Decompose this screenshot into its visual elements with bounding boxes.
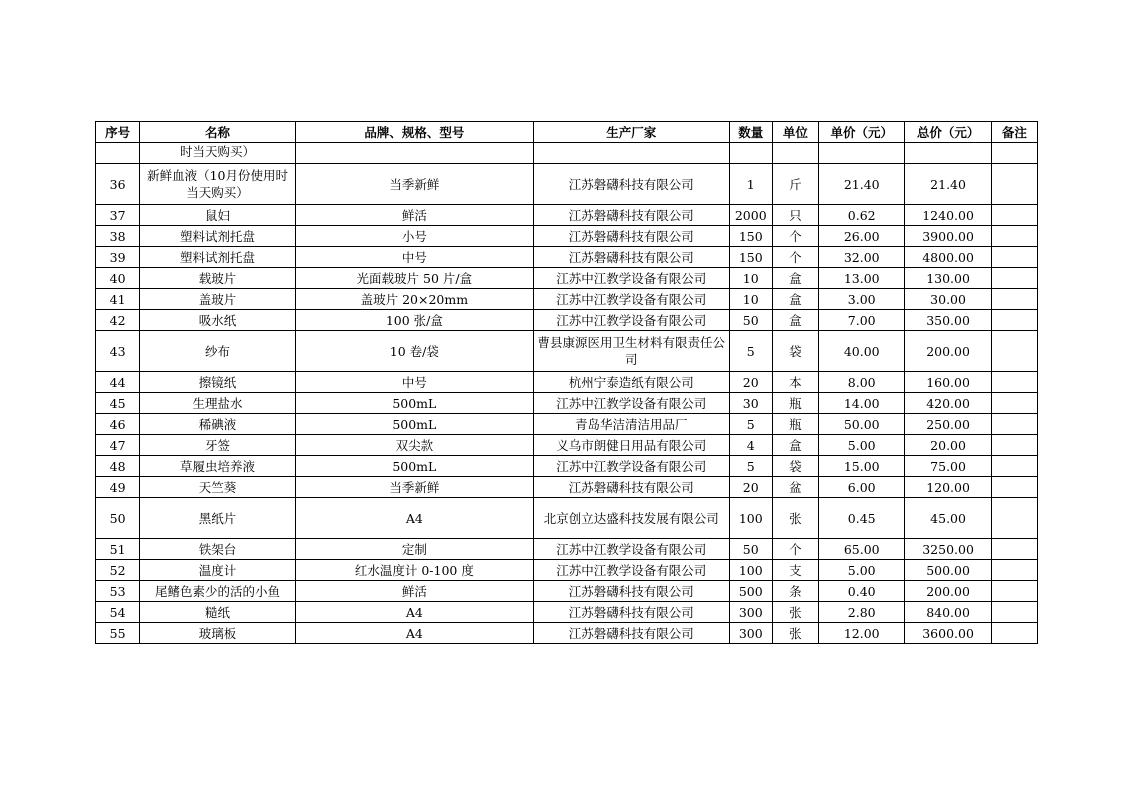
cell-total: 20.00 [905,435,991,456]
cell-total: 840.00 [905,602,991,623]
cell-maker: 曹县康源医用卫生材料有限责任公司 [533,331,729,372]
cell-maker: 江苏磐礴科技有限公司 [533,602,729,623]
cell-qty: 10 [729,289,772,310]
cell-name: 盖玻片 [140,289,296,310]
cell-unit: 个 [772,226,818,247]
cell-price: 26.00 [819,226,905,247]
cell-note [991,477,1037,498]
table-row [96,623,1038,644]
cell-maker: 江苏磐礴科技有限公司 [533,205,729,226]
cell-note [991,602,1037,623]
cell-spec [295,143,533,164]
table-row [96,226,1038,247]
cell-note [991,164,1037,205]
cell-price: 0.62 [819,205,905,226]
cell-note [991,247,1037,268]
table-row [96,289,1038,310]
cell-qty: 500 [729,581,772,602]
table-row [96,372,1038,393]
cell-spec: 10 卷/袋 [295,331,533,372]
cell-note [991,289,1037,310]
cell-total: 1240.00 [905,205,991,226]
cell-price: 6.00 [819,477,905,498]
cell-name: 天竺葵 [140,477,296,498]
table-row [96,393,1038,414]
cell-name: 尾鳍色素少的活的小鱼 [140,581,296,602]
cell-no: 48 [96,456,140,477]
cell-price: 5.00 [819,560,905,581]
cell-maker: 义乌市朗健日用品有限公司 [533,435,729,456]
cell-note [991,268,1037,289]
cell-unit: 只 [772,205,818,226]
cell-no: 45 [96,393,140,414]
cell-no: 44 [96,372,140,393]
cell-name: 草履虫培养液 [140,456,296,477]
cell-spec: 定制 [295,539,533,560]
cell-maker: 江苏中江教学设备有限公司 [533,539,729,560]
cell-note [991,372,1037,393]
cell-spec: 100 张/盒 [295,310,533,331]
cell-unit: 个 [772,247,818,268]
cell-qty: 20 [729,477,772,498]
cell-no: 42 [96,310,140,331]
table-row [96,581,1038,602]
cell-price: 5.00 [819,435,905,456]
cell-price: 14.00 [819,393,905,414]
cell-maker: 江苏中江教学设备有限公司 [533,310,729,331]
cell-total [905,143,991,164]
cell-no: 43 [96,331,140,372]
cell-name: 新鲜血液（10月份使用时当天购买） [140,164,296,205]
cell-qty: 300 [729,602,772,623]
cell-price: 13.00 [819,268,905,289]
cell-note [991,456,1037,477]
cell-total: 3600.00 [905,623,991,644]
cell-qty [729,143,772,164]
cell-note [991,498,1037,539]
cell-unit: 盒 [772,289,818,310]
continuation-row [96,143,1038,164]
cell-note [991,143,1037,164]
cell-total: 500.00 [905,560,991,581]
table-row [96,331,1038,372]
cell-unit: 支 [772,560,818,581]
cell-qty: 2000 [729,205,772,226]
cell-spec: 红水温度计 0-100 度 [295,560,533,581]
cell-name: 塑料试剂托盘 [140,226,296,247]
cell-no: 39 [96,247,140,268]
cell-spec: 500mL [295,393,533,414]
cell-spec: 当季新鲜 [295,477,533,498]
cell-total: 30.00 [905,289,991,310]
cell-price: 15.00 [819,456,905,477]
cell-maker: 青岛华洁清洁用品厂 [533,414,729,435]
cell-total: 21.40 [905,164,991,205]
cell-unit: 本 [772,372,818,393]
cell-spec: 500mL [295,456,533,477]
cell-maker: 杭州宁泰造纸有限公司 [533,372,729,393]
cell-price: 50.00 [819,414,905,435]
cell-maker: 江苏磐礴科技有限公司 [533,623,729,644]
cell-total: 75.00 [905,456,991,477]
cell-total: 45.00 [905,498,991,539]
cell-no: 51 [96,539,140,560]
cell-qty: 20 [729,372,772,393]
cell-price: 65.00 [819,539,905,560]
cell-note [991,623,1037,644]
cell-name: 黑纸片 [140,498,296,539]
cell-qty: 10 [729,268,772,289]
cell-maker: 江苏中江教学设备有限公司 [533,456,729,477]
cell-maker: 江苏中江教学设备有限公司 [533,268,729,289]
cell-price: 21.40 [819,164,905,205]
cell-maker: 江苏磐礴科技有限公司 [533,164,729,205]
cell-no: 38 [96,226,140,247]
table-row [96,205,1038,226]
cell-maker: 江苏磐礴科技有限公司 [533,247,729,268]
cell-no: 36 [96,164,140,205]
cell-spec: A4 [295,623,533,644]
header-row [96,122,1038,143]
cell-no: 54 [96,602,140,623]
cell-qty: 1 [729,164,772,205]
cell-total: 160.00 [905,372,991,393]
cell-total: 200.00 [905,581,991,602]
cell-note [991,581,1037,602]
header-price: 单价（元） [819,122,905,143]
cell-unit: 盆 [772,477,818,498]
cell-spec: 光面载玻片 50 片/盒 [295,268,533,289]
cell-note [991,310,1037,331]
header-maker: 生产厂家 [533,122,729,143]
cell-qty: 50 [729,539,772,560]
table-row [96,435,1038,456]
cell-unit: 盒 [772,435,818,456]
cell-spec: 小号 [295,226,533,247]
cell-name: 载玻片 [140,268,296,289]
cell-price: 0.40 [819,581,905,602]
table-row [96,414,1038,435]
cell-total: 350.00 [905,310,991,331]
cell-price: 8.00 [819,372,905,393]
cell-unit: 袋 [772,331,818,372]
cell-qty: 30 [729,393,772,414]
cell-name: 糙纸 [140,602,296,623]
table-row [96,560,1038,581]
cell-name: 生理盐水 [140,393,296,414]
cell-note [991,435,1037,456]
cell-qty: 5 [729,331,772,372]
cell-name: 玻璃板 [140,623,296,644]
cell-maker [533,143,729,164]
cell-total: 4800.00 [905,247,991,268]
table-row [96,247,1038,268]
cell-price: 12.00 [819,623,905,644]
cell-price: 40.00 [819,331,905,372]
cell-maker: 江苏中江教学设备有限公司 [533,393,729,414]
cell-unit: 斤 [772,164,818,205]
cell-no: 49 [96,477,140,498]
cell-note [991,226,1037,247]
cell-name: 温度计 [140,560,296,581]
table-row [96,602,1038,623]
cell-maker: 江苏中江教学设备有限公司 [533,289,729,310]
cell-qty: 100 [729,560,772,581]
table-row [96,268,1038,289]
cell-spec: 盖玻片 20×20mm [295,289,533,310]
table-row [96,539,1038,560]
cell-name: 擦镜纸 [140,372,296,393]
cell-note [991,414,1037,435]
cell-spec: 500mL [295,414,533,435]
cell-name: 吸水纸 [140,310,296,331]
cell-note [991,393,1037,414]
procurement-table [95,121,1038,644]
cell-no: 41 [96,289,140,310]
header-name: 名称 [140,122,296,143]
cell-no: 50 [96,498,140,539]
cell-unit: 瓶 [772,414,818,435]
header-unit: 单位 [772,122,818,143]
cell-no: 55 [96,623,140,644]
cell-total: 250.00 [905,414,991,435]
cell-qty: 300 [729,623,772,644]
cell-unit [772,143,818,164]
cell-spec: 鲜活 [295,581,533,602]
cell-unit: 张 [772,498,818,539]
cell-note [991,205,1037,226]
cell-spec: 当季新鲜 [295,164,533,205]
cell-no: 37 [96,205,140,226]
cell-no: 52 [96,560,140,581]
cell-total: 3900.00 [905,226,991,247]
cell-maker: 江苏中江教学设备有限公司 [533,560,729,581]
cell-qty: 4 [729,435,772,456]
cell-spec: 双尖款 [295,435,533,456]
cell-spec: 中号 [295,247,533,268]
cell-no: 46 [96,414,140,435]
cell-total: 120.00 [905,477,991,498]
table-row [96,164,1038,205]
cell-unit: 张 [772,602,818,623]
cell-unit: 个 [772,539,818,560]
cell-name: 塑料试剂托盘 [140,247,296,268]
cell-unit: 盒 [772,310,818,331]
header-spec: 品牌、规格、型号 [295,122,533,143]
cell-note [991,331,1037,372]
table-row [96,456,1038,477]
cell-maker: 江苏磐礴科技有限公司 [533,226,729,247]
cell-qty: 5 [729,456,772,477]
cell-price: 3.00 [819,289,905,310]
cell-spec: 鲜活 [295,205,533,226]
header-note: 备注 [991,122,1037,143]
cell-spec: A4 [295,498,533,539]
table-row [96,498,1038,539]
cell-price: 7.00 [819,310,905,331]
cell-no: 47 [96,435,140,456]
cell-unit: 条 [772,581,818,602]
cell-name: 时当天购买） [140,143,296,164]
cell-total: 420.00 [905,393,991,414]
header-total: 总价（元） [905,122,991,143]
cell-maker: 江苏磐礴科技有限公司 [533,477,729,498]
cell-note [991,539,1037,560]
header-qty: 数量 [729,122,772,143]
cell-name: 稀碘液 [140,414,296,435]
cell-qty: 150 [729,226,772,247]
cell-maker: 北京创立达盛科技发展有限公司 [533,498,729,539]
cell-name: 铁架台 [140,539,296,560]
cell-maker: 江苏磐礴科技有限公司 [533,581,729,602]
cell-qty: 5 [729,414,772,435]
cell-unit: 盒 [772,268,818,289]
cell-price: 32.00 [819,247,905,268]
cell-name: 纱布 [140,331,296,372]
cell-spec: 中号 [295,372,533,393]
cell-unit: 袋 [772,456,818,477]
cell-qty: 50 [729,310,772,331]
cell-qty: 150 [729,247,772,268]
table-row [96,310,1038,331]
cell-no: 40 [96,268,140,289]
cell-price: 0.45 [819,498,905,539]
cell-total: 130.00 [905,268,991,289]
cell-qty: 100 [729,498,772,539]
cell-price: 2.80 [819,602,905,623]
cell-name: 牙签 [140,435,296,456]
cell-name: 鼠妇 [140,205,296,226]
cell-price [819,143,905,164]
cell-spec: A4 [295,602,533,623]
cell-unit: 瓶 [772,393,818,414]
cell-note [991,560,1037,581]
cell-total: 200.00 [905,331,991,372]
cell-total: 3250.00 [905,539,991,560]
header-no: 序号 [96,122,140,143]
cell-no: 53 [96,581,140,602]
cell-no [96,143,140,164]
cell-unit: 张 [772,623,818,644]
table-row [96,477,1038,498]
